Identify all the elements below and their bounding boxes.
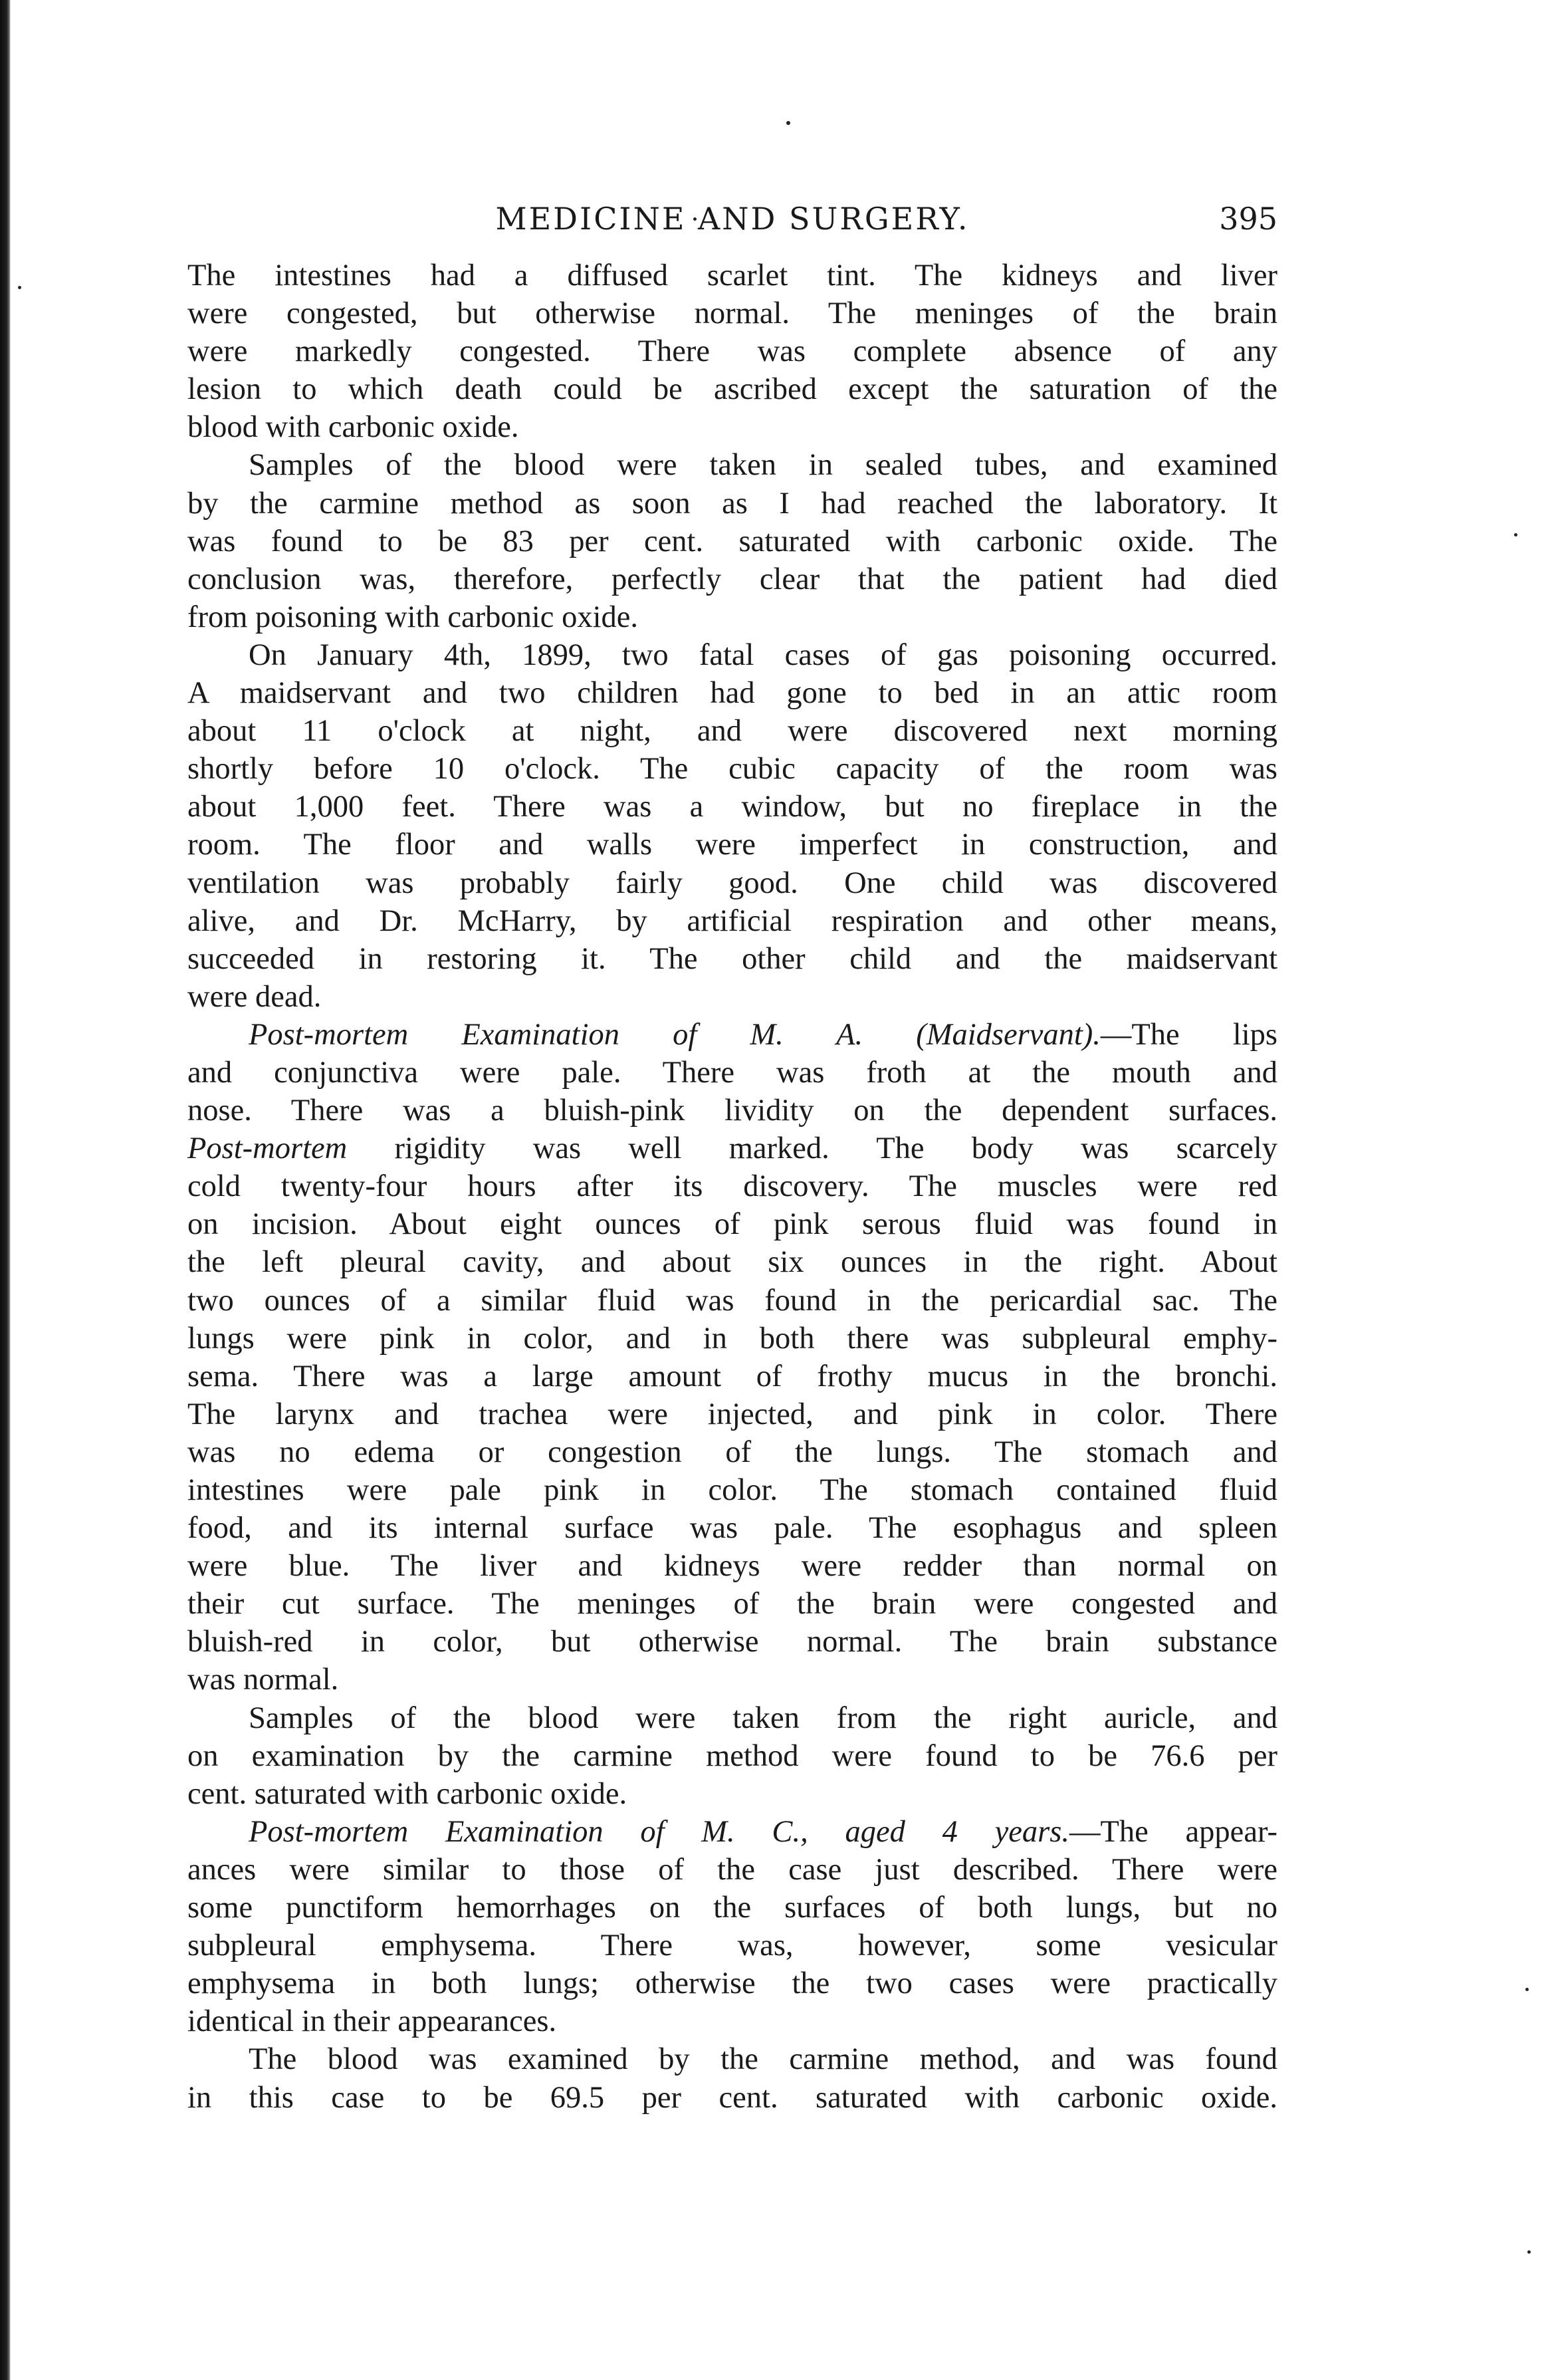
text-line: subpleural emphysema. There was, however, some vesicular: [187, 1929, 1277, 1963]
text-line: were blue. The liver and kidneys were redder than normal on: [187, 1549, 1277, 1584]
body-text: [187, 257, 1277, 2117]
text-line: in this case to be 69.5 per cent. saturated with carbonic oxide.: [187, 2080, 1277, 2115]
text-line: lesion to which death could be ascribed except the saturation of the: [187, 372, 1277, 407]
text-line: by the carmine method as soon as I had reached the laboratory. It: [187, 486, 1277, 521]
text-line: and conjunctiva were pale. There was froth at the mouth and: [187, 1055, 1277, 1090]
text-line: some punctiform hemorrhages on the surfaces of both lungs, but no: [187, 1891, 1277, 1925]
text-line: ances were similar to those of the case just described. There were: [187, 1852, 1277, 1887]
text-line: blood with carbonic oxide.: [187, 410, 519, 445]
text-line: emphysema in both lungs; otherwise the two cases were practically: [187, 1966, 1277, 2001]
text-line: succeeded in restoring it. The other child and the maidservant: [187, 941, 1277, 976]
text-line: ventilation was probably fairly good. One child was discovered: [187, 866, 1277, 900]
text-line: shortly before 10 o'clock. The cubic capacity of the room was: [187, 752, 1277, 786]
text-line: identical in their appearances.: [187, 2004, 557, 2039]
text-line: were markedly congested. There was complete absence of any: [187, 334, 1277, 369]
text-line: cold twenty-four hours after its discovery. The muscles were red: [187, 1169, 1277, 1204]
text-line: was found to be 83 per cent. saturated with carbonic oxide. The: [187, 524, 1277, 558]
text-line: The larynx and trachea were injected, and pink in color. There: [187, 1397, 1277, 1431]
text-line: cent. saturated with carbonic oxide.: [187, 1776, 627, 1811]
text-line: was normal.: [187, 1663, 339, 1697]
scan-speck: [1514, 533, 1517, 536]
running-header: [187, 193, 1277, 253]
text-line: The intestines had a diffused scarlet tint. The kidneys and liver: [187, 259, 1277, 293]
running-title: MEDICINE AND SURGERY.: [495, 201, 970, 237]
text-line: Samples of the blood were taken in sealed tubes, and examined: [249, 448, 1277, 483]
text-line: from poisoning with carbonic oxide.: [187, 600, 638, 634]
page-number: 395: [1219, 201, 1277, 237]
text-line: on examination by the carmine method were found to be 76.6 per: [187, 1738, 1277, 1773]
text-line: Post-mortem Examination of M. A. (Maidservant).—The lips: [249, 1017, 1277, 1052]
text-line: bluish-red in color, but otherwise normal. The brain substance: [187, 1625, 1277, 1659]
text-line: sema. There was a large amount of frothy mucus in the bronchi.: [187, 1359, 1277, 1393]
text-line: their cut surface. The meninges of the brain were congested and: [187, 1587, 1277, 1621]
italic-term: Post-mortem: [187, 1131, 348, 1166]
text-line: about 11 o'clock at night, and were discovered next morning: [187, 714, 1277, 749]
scan-speck: [1525, 1988, 1529, 1991]
italic-heading: Post-mortem Examination of M. A. (Maidservant).: [249, 1017, 1101, 1052]
text-line: was no edema or congestion of the lungs. The stomach and: [187, 1435, 1277, 1469]
text-line: Samples of the blood were taken from the right auricle, and: [249, 1701, 1277, 1735]
text-line: lungs were pink in color, and in both there was subpleural emphy-: [187, 1321, 1277, 1356]
text-line: were dead.: [187, 979, 322, 1014]
scan-speck: [1527, 2250, 1531, 2254]
text-line: food, and its internal surface was pale. The esophagus and spleen: [187, 1511, 1277, 1546]
text-line: intestines were pale pink in color. The stomach contained fluid: [187, 1473, 1277, 1507]
text-line: The blood was examined by the carmine method, and was found: [249, 2042, 1277, 2077]
text-line: On January 4th, 1899, two fatal cases of gas poisoning occurred.: [249, 638, 1277, 672]
text-line: nose. There was a bluish-pink lividity on the dependent surfaces.: [187, 1094, 1277, 1128]
text-line: Post-mortem rigidity was well marked. The body was scarcely: [187, 1131, 1277, 1166]
text-line: conclusion was, therefore, perfectly clear that the patient had died: [187, 562, 1277, 596]
book-page: [187, 193, 1277, 2117]
text-line: alive, and Dr. McHarry, by artificial respiration and other means,: [187, 903, 1277, 938]
scan-binding-edge: [0, 0, 11, 2380]
text-line: were congested, but otherwise normal. The meninges of the brain: [187, 297, 1277, 331]
text-line: room. The floor and walls were imperfect in construction, and: [187, 828, 1277, 862]
italic-heading: Post-mortem Examination of M. C., aged 4 years.: [249, 1814, 1069, 1849]
text-line: Post-mortem Examination of M. C., aged 4 years.—The appear-: [249, 1814, 1277, 1849]
scan-speck: [786, 121, 790, 125]
scan-speck: [18, 286, 21, 289]
text-line: on incision. About eight ounces of pink serous fluid was found in: [187, 1207, 1277, 1242]
text-line: the left pleural cavity, and about six ounces in the right. About: [187, 1245, 1277, 1280]
text-line: about 1,000 feet. There was a window, but no fireplace in the: [187, 790, 1277, 824]
text-line: A maidservant and two children had gone to bed in an attic room: [187, 676, 1277, 711]
text-line: two ounces of a similar fluid was found in the pericardial sac. The: [187, 1283, 1277, 1318]
